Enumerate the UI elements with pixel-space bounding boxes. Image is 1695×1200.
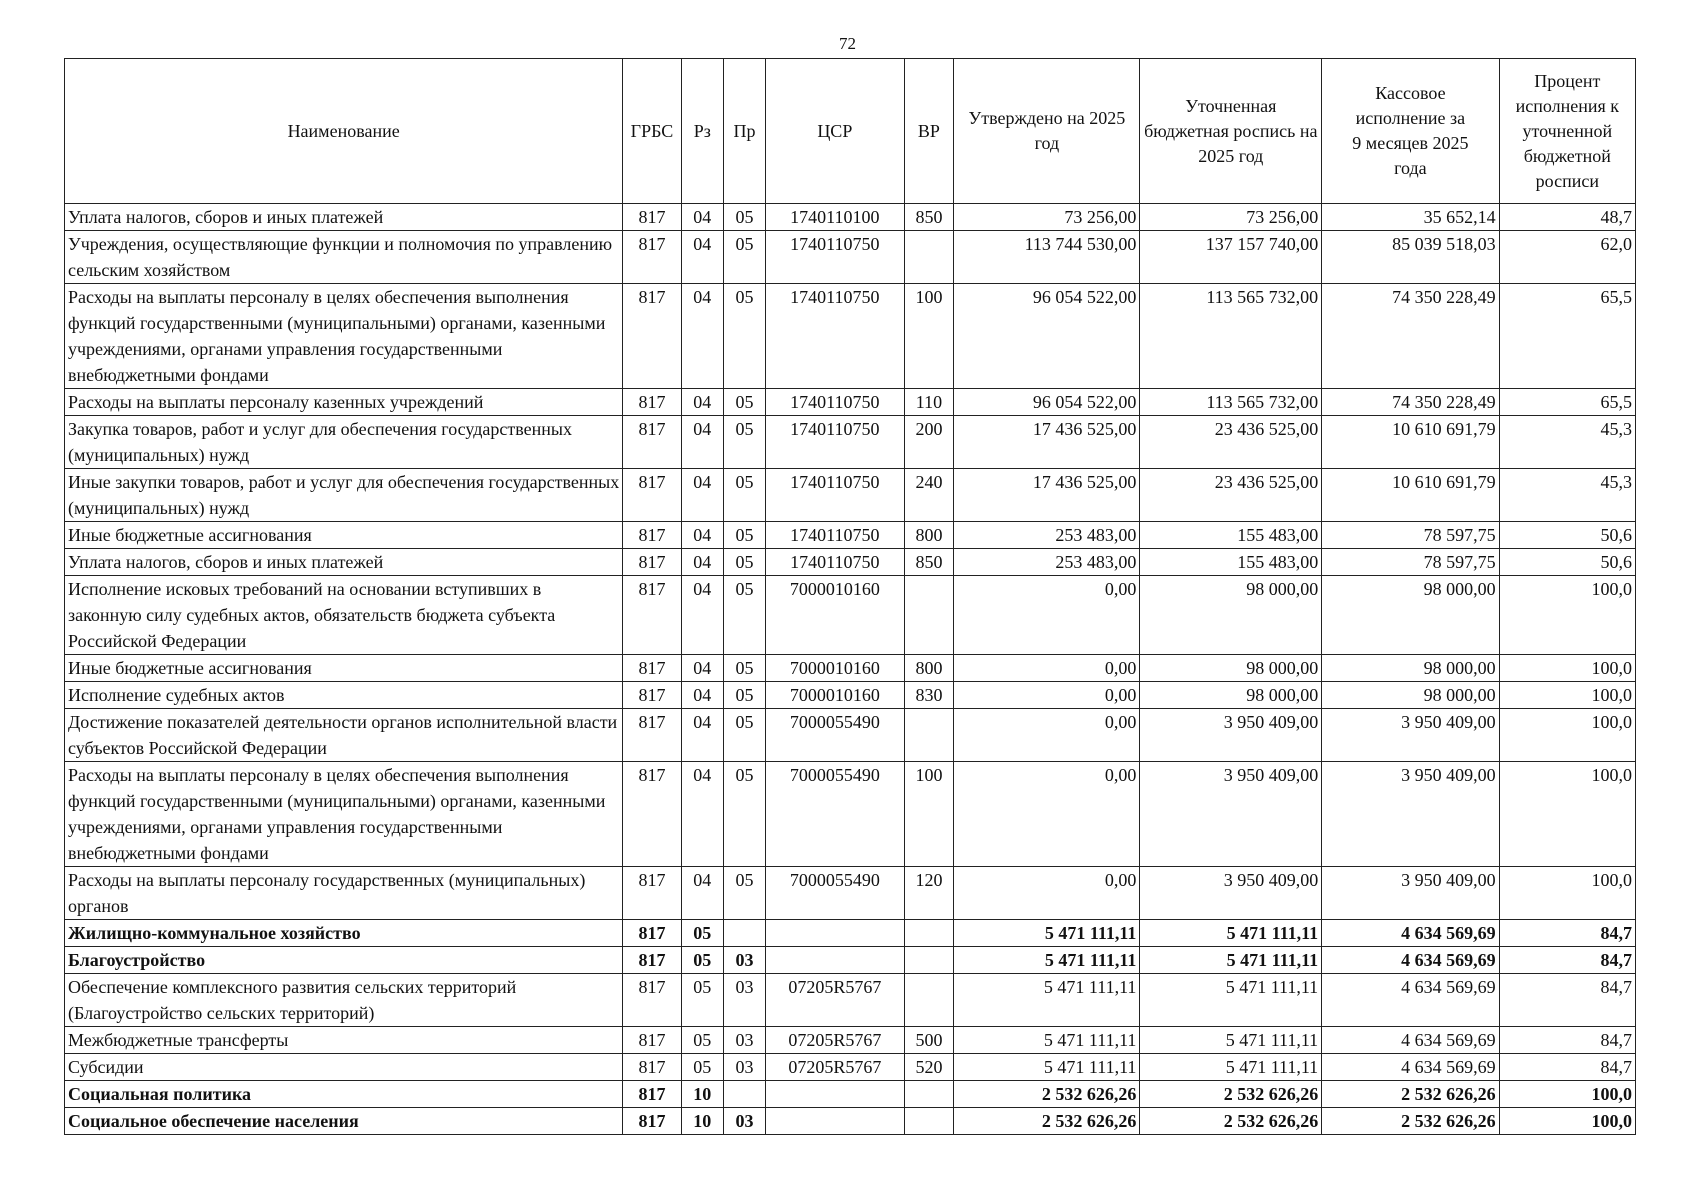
cell-name: Обеспечение комплексного развития сельских территорий (Благоустройство сельских территорий) xyxy=(65,974,623,1027)
cell-grbs: 817 xyxy=(623,204,681,231)
cell-approved: 253 483,00 xyxy=(954,522,1140,549)
cell-grbs: 817 xyxy=(623,762,681,867)
cell-refined: 73 256,00 xyxy=(1140,204,1322,231)
cell-vr xyxy=(904,1108,954,1135)
cell-csr: 1740110100 xyxy=(766,204,904,231)
cell-name: Достижение показателей деятельности органов исполнительной власти субъектов Российской Федерации xyxy=(65,709,623,762)
cell-grbs: 817 xyxy=(623,1027,681,1054)
cell-name: Иные закупки товаров, работ и услуг для обеспечения государственных (муниципальных) нужд xyxy=(65,469,623,522)
cell-cash: 2 532 626,26 xyxy=(1322,1081,1499,1108)
table-row xyxy=(65,947,1636,974)
cell-rz: 04 xyxy=(681,416,723,469)
cell-approved: 17 436 525,00 xyxy=(954,469,1140,522)
cell-percent: 84,7 xyxy=(1499,1054,1635,1081)
cell-vr: 240 xyxy=(904,469,954,522)
cell-rz: 04 xyxy=(681,231,723,284)
header-grbs: ГРБС xyxy=(623,59,681,204)
cell-csr: 7000055490 xyxy=(766,709,904,762)
cell-cash: 98 000,00 xyxy=(1322,655,1499,682)
table-row xyxy=(65,1108,1636,1135)
table-row xyxy=(65,522,1636,549)
header-name: Наименование xyxy=(65,59,623,204)
cell-name: Социальное обеспечение населения xyxy=(65,1108,623,1135)
cell-pr: 05 xyxy=(723,867,765,920)
cell-vr xyxy=(904,974,954,1027)
table-row xyxy=(65,204,1636,231)
cell-name: Субсидии xyxy=(65,1054,623,1081)
table-row xyxy=(65,416,1636,469)
cell-name: Иные бюджетные ассигнования xyxy=(65,522,623,549)
cell-cash: 4 634 569,69 xyxy=(1322,1054,1499,1081)
cell-rz: 04 xyxy=(681,469,723,522)
cell-cash: 3 950 409,00 xyxy=(1322,867,1499,920)
cell-approved: 0,00 xyxy=(954,762,1140,867)
cell-percent: 100,0 xyxy=(1499,709,1635,762)
cell-cash: 4 634 569,69 xyxy=(1322,974,1499,1027)
cell-rz: 04 xyxy=(681,284,723,389)
cell-grbs: 817 xyxy=(623,655,681,682)
table-row xyxy=(65,549,1636,576)
cell-vr: 200 xyxy=(904,416,954,469)
budget-execution-table xyxy=(64,58,1636,1135)
cell-refined: 113 565 732,00 xyxy=(1140,284,1322,389)
cell-vr: 110 xyxy=(904,389,954,416)
cell-cash: 98 000,00 xyxy=(1322,576,1499,655)
cell-refined: 155 483,00 xyxy=(1140,522,1322,549)
cell-grbs: 817 xyxy=(623,576,681,655)
cell-refined: 3 950 409,00 xyxy=(1140,867,1322,920)
cell-grbs: 817 xyxy=(623,1054,681,1081)
cell-approved: 2 532 626,26 xyxy=(954,1108,1140,1135)
cell-percent: 100,0 xyxy=(1499,867,1635,920)
cell-approved: 0,00 xyxy=(954,867,1140,920)
table-row xyxy=(65,231,1636,284)
table-row xyxy=(65,389,1636,416)
cell-refined: 5 471 111,11 xyxy=(1140,920,1322,947)
cell-percent: 84,7 xyxy=(1499,947,1635,974)
cell-cash: 10 610 691,79 xyxy=(1322,469,1499,522)
cell-pr: 05 xyxy=(723,762,765,867)
cell-cash: 74 350 228,49 xyxy=(1322,284,1499,389)
cell-percent: 100,0 xyxy=(1499,1081,1635,1108)
table-row xyxy=(65,682,1636,709)
cell-grbs: 817 xyxy=(623,389,681,416)
table-row xyxy=(65,576,1636,655)
cell-percent: 62,0 xyxy=(1499,231,1635,284)
cell-pr: 03 xyxy=(723,947,765,974)
cell-name: Уплата налогов, сборов и иных платежей xyxy=(65,549,623,576)
cell-pr: 05 xyxy=(723,284,765,389)
cell-approved: 5 471 111,11 xyxy=(954,1027,1140,1054)
header-cash: Кассовое исполнение за 9 месяцев 2025 года xyxy=(1322,59,1499,204)
cell-refined: 5 471 111,11 xyxy=(1140,1027,1322,1054)
cell-csr xyxy=(766,1081,904,1108)
cell-cash: 2 532 626,26 xyxy=(1322,1108,1499,1135)
cell-csr: 1740110750 xyxy=(766,284,904,389)
cell-approved: 0,00 xyxy=(954,576,1140,655)
header-refined: Уточненная бюджетная роспись на 2025 год xyxy=(1140,59,1322,204)
cell-vr: 850 xyxy=(904,204,954,231)
cell-rz: 04 xyxy=(681,709,723,762)
cell-grbs: 817 xyxy=(623,284,681,389)
cell-grbs: 817 xyxy=(623,920,681,947)
cell-grbs: 817 xyxy=(623,549,681,576)
cell-pr: 05 xyxy=(723,204,765,231)
cell-rz: 05 xyxy=(681,974,723,1027)
cell-cash: 4 634 569,69 xyxy=(1322,947,1499,974)
table-row xyxy=(65,284,1636,389)
cell-percent: 100,0 xyxy=(1499,576,1635,655)
cell-approved: 17 436 525,00 xyxy=(954,416,1140,469)
cell-percent: 100,0 xyxy=(1499,682,1635,709)
cell-grbs: 817 xyxy=(623,1081,681,1108)
table-row xyxy=(65,920,1636,947)
cell-vr: 100 xyxy=(904,284,954,389)
table-row xyxy=(65,762,1636,867)
cell-refined: 113 565 732,00 xyxy=(1140,389,1322,416)
cell-rz: 04 xyxy=(681,867,723,920)
cell-approved: 0,00 xyxy=(954,655,1140,682)
cell-pr: 05 xyxy=(723,389,765,416)
cell-name: Иные бюджетные ассигнования xyxy=(65,655,623,682)
cell-percent: 48,7 xyxy=(1499,204,1635,231)
table-header-row xyxy=(65,59,1636,204)
cell-name: Исполнение судебных актов xyxy=(65,682,623,709)
cell-cash: 85 039 518,03 xyxy=(1322,231,1499,284)
cell-csr xyxy=(766,1108,904,1135)
cell-rz: 05 xyxy=(681,1054,723,1081)
cell-vr: 830 xyxy=(904,682,954,709)
cell-grbs: 817 xyxy=(623,867,681,920)
table-row xyxy=(65,655,1636,682)
cell-csr xyxy=(766,947,904,974)
cell-percent: 65,5 xyxy=(1499,389,1635,416)
cell-rz: 05 xyxy=(681,920,723,947)
cell-approved: 5 471 111,11 xyxy=(954,920,1140,947)
cell-vr: 120 xyxy=(904,867,954,920)
cell-grbs: 817 xyxy=(623,709,681,762)
table-row xyxy=(65,974,1636,1027)
header-rz: Рз xyxy=(681,59,723,204)
table-row xyxy=(65,709,1636,762)
header-percent: Процент исполнения к уточненной бюджетной росписи xyxy=(1499,59,1635,204)
cell-approved: 5 471 111,11 xyxy=(954,947,1140,974)
cell-name: Расходы на выплаты персоналу в целях обеспечения выполнения функций государственными (муниципальными) органами, казенными учреждениями, органами управления государственными внебюджетными фондами xyxy=(65,284,623,389)
cell-cash: 98 000,00 xyxy=(1322,682,1499,709)
cell-rz: 04 xyxy=(681,389,723,416)
cell-name: Закупка товаров, работ и услуг для обеспечения государственных (муниципальных) нужд xyxy=(65,416,623,469)
cell-cash: 10 610 691,79 xyxy=(1322,416,1499,469)
cell-csr: 1740110750 xyxy=(766,416,904,469)
cell-approved: 5 471 111,11 xyxy=(954,974,1140,1027)
cell-approved: 0,00 xyxy=(954,709,1140,762)
cell-csr: 7000010160 xyxy=(766,576,904,655)
cell-csr: 1740110750 xyxy=(766,231,904,284)
cell-percent: 84,7 xyxy=(1499,974,1635,1027)
cell-pr: 03 xyxy=(723,1108,765,1135)
cell-percent: 100,0 xyxy=(1499,762,1635,867)
cell-csr: 1740110750 xyxy=(766,469,904,522)
cell-name: Благоустройство xyxy=(65,947,623,974)
cell-approved: 96 054 522,00 xyxy=(954,389,1140,416)
cell-approved: 113 744 530,00 xyxy=(954,231,1140,284)
page-number: 72 xyxy=(839,34,856,53)
table-row xyxy=(65,1027,1636,1054)
cell-vr: 520 xyxy=(904,1054,954,1081)
cell-pr: 05 xyxy=(723,655,765,682)
cell-vr xyxy=(904,947,954,974)
cell-pr: 05 xyxy=(723,522,765,549)
cell-cash: 74 350 228,49 xyxy=(1322,389,1499,416)
cell-csr xyxy=(766,920,904,947)
cell-pr: 05 xyxy=(723,416,765,469)
cell-cash: 4 634 569,69 xyxy=(1322,920,1499,947)
cell-refined: 98 000,00 xyxy=(1140,576,1322,655)
cell-percent: 84,7 xyxy=(1499,920,1635,947)
cell-rz: 04 xyxy=(681,655,723,682)
table-body xyxy=(65,204,1636,1135)
cell-vr: 500 xyxy=(904,1027,954,1054)
cell-approved: 73 256,00 xyxy=(954,204,1140,231)
cell-refined: 2 532 626,26 xyxy=(1140,1108,1322,1135)
cell-cash: 78 597,75 xyxy=(1322,549,1499,576)
cell-pr: 03 xyxy=(723,1054,765,1081)
cell-pr: 05 xyxy=(723,709,765,762)
cell-csr: 1740110750 xyxy=(766,389,904,416)
cell-pr xyxy=(723,1081,765,1108)
cell-csr: 1740110750 xyxy=(766,549,904,576)
cell-grbs: 817 xyxy=(623,1108,681,1135)
cell-vr xyxy=(904,576,954,655)
cell-approved: 253 483,00 xyxy=(954,549,1140,576)
cell-refined: 5 471 111,11 xyxy=(1140,947,1322,974)
cell-name: Учреждения, осуществляющие функции и полномочия по управлению сельским хозяйством xyxy=(65,231,623,284)
cell-rz: 05 xyxy=(681,1027,723,1054)
cell-grbs: 817 xyxy=(623,974,681,1027)
table-row xyxy=(65,867,1636,920)
cell-pr: 05 xyxy=(723,549,765,576)
cell-refined: 137 157 740,00 xyxy=(1140,231,1322,284)
cell-refined: 2 532 626,26 xyxy=(1140,1081,1322,1108)
table-row xyxy=(65,469,1636,522)
cell-name: Уплата налогов, сборов и иных платежей xyxy=(65,204,623,231)
cell-name: Социальная политика xyxy=(65,1081,623,1108)
cell-csr: 7000010160 xyxy=(766,682,904,709)
cell-grbs: 817 xyxy=(623,416,681,469)
cell-percent: 65,5 xyxy=(1499,284,1635,389)
cell-grbs: 817 xyxy=(623,947,681,974)
cell-rz: 04 xyxy=(681,576,723,655)
header-csr: ЦСР xyxy=(766,59,904,204)
cell-percent: 100,0 xyxy=(1499,655,1635,682)
cell-refined: 98 000,00 xyxy=(1140,682,1322,709)
cell-csr: 07205R5767 xyxy=(766,1027,904,1054)
cell-vr: 800 xyxy=(904,522,954,549)
cell-percent: 84,7 xyxy=(1499,1027,1635,1054)
cell-refined: 5 471 111,11 xyxy=(1140,974,1322,1027)
cell-pr: 03 xyxy=(723,1027,765,1054)
cell-grbs: 817 xyxy=(623,231,681,284)
cell-name: Расходы на выплаты персоналу казенных учреждений xyxy=(65,389,623,416)
cell-refined: 23 436 525,00 xyxy=(1140,416,1322,469)
cell-pr: 05 xyxy=(723,231,765,284)
cell-vr: 800 xyxy=(904,655,954,682)
cell-vr: 850 xyxy=(904,549,954,576)
cell-percent: 50,6 xyxy=(1499,522,1635,549)
cell-vr xyxy=(904,920,954,947)
cell-refined: 5 471 111,11 xyxy=(1140,1054,1322,1081)
cell-percent: 45,3 xyxy=(1499,469,1635,522)
cell-csr: 7000010160 xyxy=(766,655,904,682)
cell-name: Жилищно-коммунальное хозяйство xyxy=(65,920,623,947)
cell-refined: 155 483,00 xyxy=(1140,549,1322,576)
cell-percent: 50,6 xyxy=(1499,549,1635,576)
cell-grbs: 817 xyxy=(623,469,681,522)
cell-vr: 100 xyxy=(904,762,954,867)
table-row xyxy=(65,1054,1636,1081)
cell-csr: 07205R5767 xyxy=(766,1054,904,1081)
cell-name: Расходы на выплаты персоналу в целях обеспечения выполнения функций государственными (муниципальными) органами, казенными учреждениями, органами управления государственными внебюджетными фондами xyxy=(65,762,623,867)
cell-cash: 4 634 569,69 xyxy=(1322,1027,1499,1054)
table-row xyxy=(65,1081,1636,1108)
cell-vr xyxy=(904,231,954,284)
cell-vr xyxy=(904,709,954,762)
cell-cash: 78 597,75 xyxy=(1322,522,1499,549)
cell-rz: 04 xyxy=(681,762,723,867)
cell-vr xyxy=(904,1081,954,1108)
cell-rz: 04 xyxy=(681,522,723,549)
cell-approved: 2 532 626,26 xyxy=(954,1081,1140,1108)
header-approved: Утверждено на 2025 год xyxy=(954,59,1140,204)
cell-rz: 04 xyxy=(681,682,723,709)
cell-pr xyxy=(723,920,765,947)
cell-name: Исполнение исковых требований на основании вступивших в законную силу судебных актов, обязательств бюджета субъекта Российской Федерации xyxy=(65,576,623,655)
cell-pr: 05 xyxy=(723,576,765,655)
cell-refined: 3 950 409,00 xyxy=(1140,762,1322,867)
header-vr: ВР xyxy=(904,59,954,204)
cell-csr: 07205R5767 xyxy=(766,974,904,1027)
cell-percent: 45,3 xyxy=(1499,416,1635,469)
cell-csr: 7000055490 xyxy=(766,762,904,867)
cell-rz: 10 xyxy=(681,1108,723,1135)
cell-approved: 96 054 522,00 xyxy=(954,284,1140,389)
cell-refined: 98 000,00 xyxy=(1140,655,1322,682)
cell-pr: 03 xyxy=(723,974,765,1027)
cell-refined: 23 436 525,00 xyxy=(1140,469,1322,522)
cell-pr: 05 xyxy=(723,469,765,522)
cell-rz: 04 xyxy=(681,549,723,576)
cell-approved: 5 471 111,11 xyxy=(954,1054,1140,1081)
cell-approved: 0,00 xyxy=(954,682,1140,709)
cell-rz: 05 xyxy=(681,947,723,974)
cell-refined: 3 950 409,00 xyxy=(1140,709,1322,762)
cell-grbs: 817 xyxy=(623,682,681,709)
cell-name: Межбюджетные трансферты xyxy=(65,1027,623,1054)
cell-name: Расходы на выплаты персоналу государственных (муниципальных) органов xyxy=(65,867,623,920)
cell-pr: 05 xyxy=(723,682,765,709)
cell-cash: 35 652,14 xyxy=(1322,204,1499,231)
cell-cash: 3 950 409,00 xyxy=(1322,762,1499,867)
cell-rz: 10 xyxy=(681,1081,723,1108)
cell-csr: 1740110750 xyxy=(766,522,904,549)
cell-csr: 7000055490 xyxy=(766,867,904,920)
cell-cash: 3 950 409,00 xyxy=(1322,709,1499,762)
cell-percent: 100,0 xyxy=(1499,1108,1635,1135)
cell-grbs: 817 xyxy=(623,522,681,549)
cell-rz: 04 xyxy=(681,204,723,231)
header-pr: Пр xyxy=(723,59,765,204)
